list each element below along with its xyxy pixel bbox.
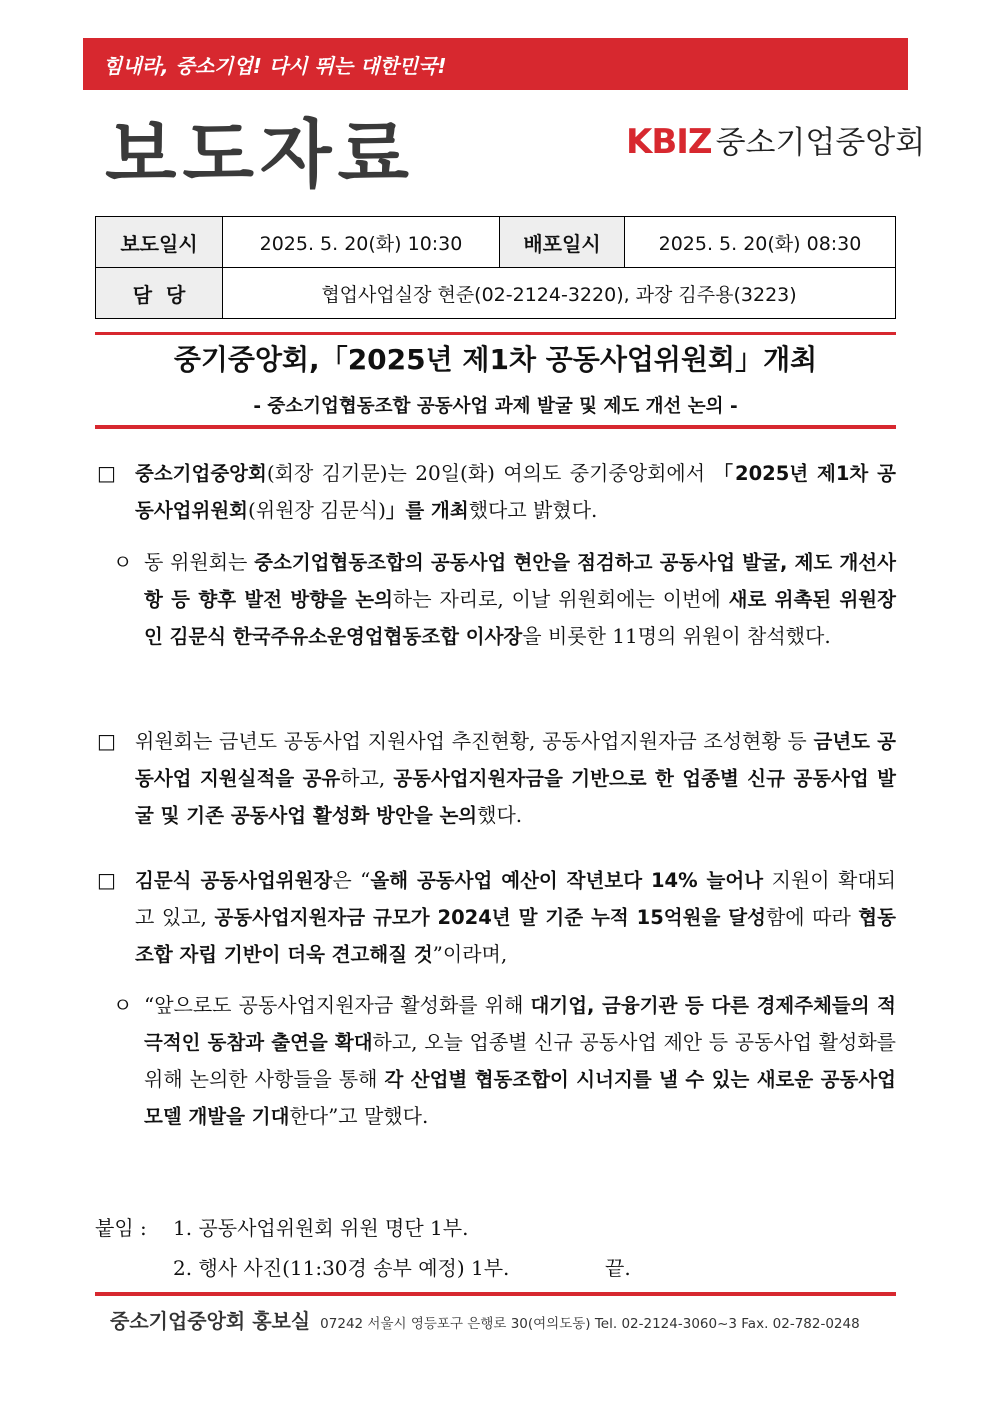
p1-text-1: (회장 김기문)는 20일(화) 여의도 중기중앙회에서 — [266, 461, 714, 485]
p5-text-1: “앞으로도 공동사업지원자금 활성화를 위해 — [144, 993, 531, 1017]
distribution-time-value: 2025. 5. 20(화) 08:30 — [625, 217, 896, 268]
p2-bold-1: 중소기업협동조합의 공동사업 현안을 점검하고 공동사업 발굴, 제도 개선사항 등 향후 발전 방향을 논의 — [144, 551, 896, 611]
p1-bold-3: 」를 개최 — [385, 499, 469, 522]
circle-bullet: ㅇ — [113, 993, 133, 1017]
report-time-value: 2025. 5. 20(화) 10:30 — [223, 217, 500, 268]
slogan-text: 힘내라, 중소기업! 다시 뛰는 대한민국! — [103, 54, 447, 78]
paragraph-4 — [135, 862, 896, 973]
square-bullet: □ — [97, 729, 116, 753]
paragraph-5 — [144, 987, 896, 1135]
contact-row — [96, 268, 896, 319]
circle-bullet: ㅇ — [113, 550, 133, 574]
p4-bold-3: 공동사업지원자금 규모가 2024년 말 기준 누적 15억원을 달성 — [214, 906, 766, 929]
p4-bold-1: 김문식 공동사업위원장 — [135, 869, 333, 892]
p2-text-2: 하는 자리로, 이날 위원회에는 이번에 — [392, 587, 729, 611]
end-mark: 끝. — [605, 1256, 631, 1280]
p4-text-1: 은 “ — [332, 868, 371, 892]
p4-text-2: 지원이 확대되고 있고, — [135, 868, 896, 929]
p2-text-1: 동 위원회는 — [144, 550, 255, 574]
attachment-item-2: 2. 행사 사진(11:30경 송부 예정) 1부. — [173, 1256, 510, 1280]
footer-org: 중소기업중앙회 홍보실 — [110, 1309, 311, 1333]
attachment-item-1: 1. 공동사업위원회 위원 명단 1부. — [173, 1216, 469, 1240]
p2-bold-2: 새로 위촉된 위원장인 김문식 한국주유소운영업협동조합 이사장 — [144, 588, 896, 648]
p3-text-2: 하고, — [340, 766, 394, 790]
p5-text-3: 한다”고 말했다. — [289, 1104, 429, 1128]
headline-top-rule — [95, 332, 896, 335]
paragraph-1 — [135, 455, 896, 529]
distribution-time-label: 배포일시 — [500, 217, 625, 268]
subheadline: - 중소기업협동조합 공동사업 과제 발굴 및 제도 개선 논의 - — [253, 396, 738, 417]
release-date-row — [96, 217, 896, 268]
square-bullet: □ — [97, 461, 116, 485]
footer — [110, 1305, 860, 1334]
contact-value: 협업사업실장 현준(02-2124-3220), 과장 김주용(3223) — [223, 268, 896, 319]
p4-bold-2: 올해 공동사업 예산이 작년보다 14% 늘어나 — [370, 869, 764, 892]
headline-bottom-rule — [95, 425, 896, 429]
p1-bold-2: 「2025년 제1차 공동사업위원회 — [135, 462, 896, 522]
headline: 중기중앙회,「2025년 제1차 공동사업위원회」개최 — [173, 343, 818, 376]
attachment-label: 붙임 : — [95, 1216, 147, 1240]
p3-text-3: 했다. — [477, 803, 523, 827]
logo-name: 중소기업중앙회 — [715, 125, 926, 161]
p3-bold-2: 공동사업지원자금을 기반으로 한 업종별 신규 공동사업 발굴 및 기존 공동사업 활성화 방안을 논의 — [135, 767, 896, 827]
release-info-table — [95, 216, 896, 319]
p5-bold-1: 대기업, 금융기관 등 다른 경제주체들의 적극적인 동참과 출연을 확대 — [144, 994, 896, 1054]
p4-text-3: 함에 따라 — [765, 905, 859, 929]
kbiz-logo — [626, 117, 925, 162]
contact-label: 담 당 — [96, 268, 223, 319]
report-time-label: 보도일시 — [96, 217, 223, 268]
p2-text-3: 을 비롯한 11명의 위원이 참석했다. — [522, 624, 831, 648]
p1-text-2: (위원장 김문식) — [248, 498, 386, 522]
p4-bold-4: 협동조합 자립 기반이 더욱 견고해질 것 — [135, 906, 896, 966]
logo-mark: KBIZ — [626, 122, 712, 162]
p3-text-1: 위원회는 금년도 공동사업 지원사업 추진현황, 공동사업지원자금 조성현황 등 — [135, 729, 814, 753]
p1-text-3: 했다고 밝혔다. — [468, 498, 598, 522]
p5-bold-2: 각 산업별 협동조합이 시너지를 낼 수 있는 새로운 공동사업 모델 개발을 기대 — [144, 1068, 896, 1128]
p1-bold-1: 중소기업중앙회 — [135, 462, 267, 485]
press-release-title: 보도자료 — [105, 112, 415, 198]
p3-bold-1: 금년도 공동사업 지원실적을 공유 — [135, 730, 896, 790]
p4-text-4: ”이라며, — [432, 942, 508, 966]
footer-rule — [95, 1292, 896, 1296]
paragraph-2 — [144, 544, 896, 655]
slogan-banner — [83, 38, 908, 90]
footer-address: 07242 서울시 영등포구 은행로 30(여의도동) Tel. 02-2124-3060~3 Fax. 02-782-0248 — [320, 1316, 860, 1332]
p5-text-2: 하고, 오늘 업종별 신규 공동사업 제안 등 공동사업 활성화를 위해 논의한 사항들을 통해 — [144, 1030, 896, 1091]
square-bullet: □ — [97, 868, 116, 892]
paragraph-3 — [135, 723, 896, 834]
